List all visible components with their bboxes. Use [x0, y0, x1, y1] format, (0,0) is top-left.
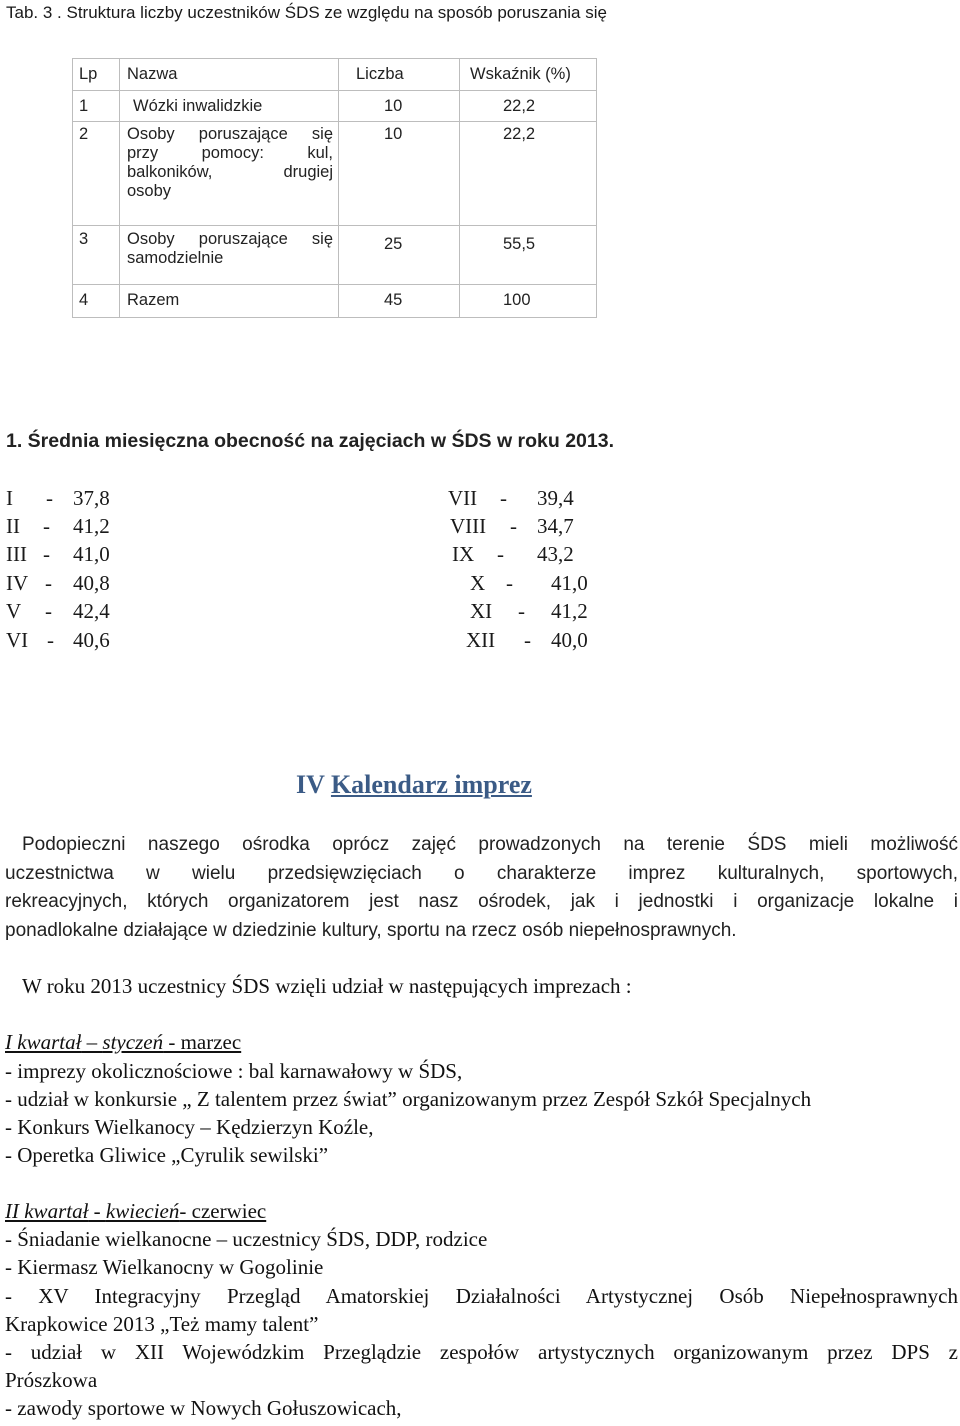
- dash: -: [47, 628, 54, 652]
- month-label: IV: [6, 571, 29, 595]
- header-lp: Lp: [73, 59, 120, 91]
- section-number: IV: [296, 770, 325, 799]
- dash: -: [506, 571, 513, 595]
- list-item: - zawody sportowe w Nowych Gołuszowicach,: [5, 1396, 402, 1420]
- row-liczba: 10: [384, 125, 403, 143]
- row-lp: 3: [79, 230, 89, 248]
- list-item: - Śniadanie wielkanocne – uczestnicy ŚDS, DDP, rodzice: [5, 1227, 488, 1251]
- dash: -: [500, 486, 507, 510]
- events-intro: W roku 2013 uczestnicy ŚDS wzięli udział w następujących imprezach :: [22, 974, 632, 998]
- section-heading-kalendarz: [296, 770, 532, 800]
- row-name-line: przy pomocy: kul,: [127, 144, 333, 162]
- row-name-line: samodzielnie: [127, 249, 224, 267]
- month-label: II: [6, 514, 20, 538]
- list-item: - XV Integracyjny Przegląd Amatorskiej Działalności Artystycznej Osób Niepełnosprawnych: [5, 1284, 958, 1308]
- row-name-line: Osoby poruszające się: [127, 125, 333, 143]
- month-value: 41,0: [551, 571, 588, 595]
- header-wskaznik: Wskaźnik (%): [460, 59, 597, 91]
- month-label: XI: [470, 599, 493, 623]
- dash: -: [497, 542, 504, 566]
- list-item: - Konkurs Wielkanocy – Kędzierzyn Koźle,: [5, 1115, 374, 1139]
- month-value: 40,0: [551, 628, 588, 652]
- header-liczba: Liczba: [339, 59, 460, 91]
- month-value: 39,4: [537, 486, 574, 510]
- month-value: 37,8: [73, 486, 110, 510]
- list-item: Prószkowa: [5, 1368, 98, 1392]
- month-value: 43,2: [537, 542, 574, 566]
- dash: -: [43, 542, 50, 566]
- list-item: - udział w konkursie „ Z talentem przez świat” organizowanym przez Zespół Szkół Specjalnych: [5, 1087, 812, 1111]
- month-value: 41,0: [73, 542, 110, 566]
- table-row: [73, 91, 597, 122]
- table-caption: Tab. 3 . Struktura liczby uczestników ŚDS ze względu na sposób poruszania się: [6, 3, 607, 22]
- dash: -: [43, 514, 50, 538]
- table-row: [73, 226, 597, 285]
- dash: -: [45, 571, 52, 595]
- row-liczba: 10: [384, 97, 403, 115]
- month-label: I: [6, 486, 13, 510]
- row-name-line: Osoby poruszające się: [127, 230, 333, 248]
- month-label: X: [470, 571, 486, 595]
- paragraph-line: ponadlokalne działające w dziedzinie kultury, sportu na rzecz osób niepełnosprawnych.: [5, 919, 737, 941]
- q2-heading: II kwartał - kwiecień- czerwiec: [5, 1199, 267, 1223]
- month-value: 42,4: [73, 599, 110, 623]
- month-value: 40,6: [73, 628, 110, 652]
- list-item: - imprezy okolicznościowe : bal karnawałowy w ŚDS,: [5, 1059, 463, 1083]
- table-row: [73, 122, 597, 226]
- dash: -: [524, 628, 531, 652]
- paragraph-line: Podopieczni naszego ośrodka oprócz zajęć prowadzonych na terenie ŚDS mieli możliwość: [22, 834, 958, 855]
- row-name-line: osoby: [127, 182, 172, 200]
- list-item: - Operetka Gliwice „Cyrulik sewilski”: [5, 1143, 329, 1167]
- dash: -: [46, 486, 53, 510]
- row-lp: 1: [79, 97, 89, 115]
- table-row: [73, 285, 597, 318]
- row-lp: 4: [79, 291, 89, 309]
- list-item: - udział w XII Wojewódzkim Przeglądzie zespołów artystycznych organizowanym przez DPS z: [5, 1340, 958, 1364]
- month-label: III: [6, 542, 27, 566]
- month-value: 41,2: [73, 514, 110, 538]
- table-header-row: [73, 59, 597, 91]
- paragraph-line: uczestnictwa w wielu przedsięwzięciach o charakterze imprez kulturalnych, sportowych,: [5, 862, 958, 884]
- row-wskaznik: 22,2: [503, 97, 536, 115]
- row-liczba: 25: [384, 235, 403, 253]
- section-attendance-title: 1. Średnia miesięczna obecność na zajęciach w ŚDS w roku 2013.: [6, 430, 615, 452]
- row-lp: 2: [79, 125, 89, 143]
- month-value: 34,7: [537, 514, 574, 538]
- header-name: Nazwa: [120, 59, 339, 91]
- month-value: 41,2: [551, 599, 588, 623]
- month-label: VI: [6, 628, 29, 652]
- month-label: XII: [466, 628, 496, 652]
- row-wskaznik: 100: [503, 291, 531, 309]
- participants-table: [72, 58, 597, 318]
- month-label: VII: [448, 486, 478, 510]
- intro-paragraph: [5, 831, 958, 945]
- q1-heading: I kwartał – styczeń - marzec: [5, 1030, 242, 1054]
- dash: -: [510, 514, 517, 538]
- dash: -: [518, 599, 525, 623]
- month-label: IX: [452, 542, 475, 566]
- section-title: Kalendarz imprez: [330, 770, 532, 799]
- paragraph-line: rekreacyjnych, których organizatorem jest nasz ośrodek, jak i jednostki i organizacje lokalne i: [5, 891, 958, 912]
- row-name: Razem: [127, 291, 180, 309]
- dash: -: [45, 599, 52, 623]
- row-name-line: balkoników, drugiej: [127, 163, 333, 181]
- row-wskaznik: 22,2: [503, 125, 536, 143]
- row-wskaznik: 55,5: [503, 235, 536, 253]
- row-name: Wózki inwalidzkie: [133, 97, 263, 115]
- list-item: Krapkowice 2013 „Też mamy talent”: [5, 1312, 319, 1336]
- list-item: - Kiermasz Wielkanocny w Gogolinie: [5, 1255, 324, 1279]
- month-label: V: [6, 599, 22, 623]
- month-value: 40,8: [73, 571, 110, 595]
- month-label: VIII: [450, 514, 487, 538]
- row-liczba: 45: [384, 291, 403, 309]
